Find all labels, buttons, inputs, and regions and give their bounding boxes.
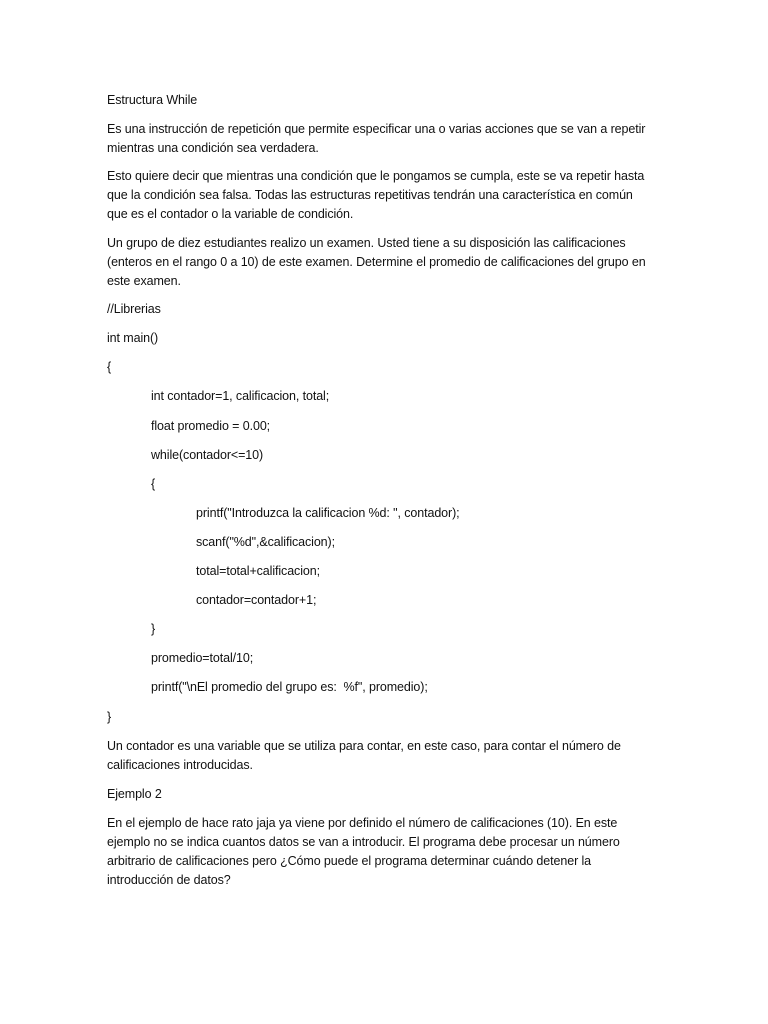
code-line: while(contador<=10) — [151, 448, 264, 462]
paragraph-line: que es el contador o la variable de condición. — [107, 207, 354, 221]
code-line: printf("Introduzca la calificacion %d: ", contador); — [196, 506, 460, 520]
code-line: float promedio = 0.00; — [151, 419, 271, 433]
code-line: scanf("%d",&calificacion); — [196, 535, 335, 549]
paragraph-line: ejemplo no se indica cuantos datos se van a introducir. El programa debe procesar un número — [107, 835, 620, 849]
paragraph-line: este examen. — [107, 274, 181, 288]
code-line: { — [107, 360, 112, 374]
paragraph-line: (enteros en el rango 0 a 10) de este examen. Determine el promedio de calificaciones del grupo en — [107, 255, 646, 269]
code-line: { — [151, 477, 156, 491]
code-line: } — [107, 710, 112, 724]
paragraph-line: introducción de datos? — [107, 873, 231, 887]
section-heading: Ejemplo 2 — [107, 787, 162, 801]
code-comment: //Librerias — [107, 302, 161, 316]
paragraph-line: calificaciones introducidas. — [107, 758, 253, 772]
section-title: Estructura While — [107, 93, 198, 107]
paragraph-line: Es una instrucción de repetición que permite especificar una o varias acciones que se van a repetir — [107, 122, 646, 136]
paragraph-line: mientras una condición sea verdadera. — [107, 141, 319, 155]
code-line: int contador=1, calificacion, total; — [151, 389, 330, 403]
code-line: int main() — [107, 331, 159, 345]
code-line: contador=contador+1; — [196, 593, 317, 607]
paragraph-line: Un grupo de diez estudiantes realizo un examen. Usted tiene a su disposición las calificaciones — [107, 236, 626, 250]
paragraph-line: arbitrario de calificaciones pero ¿Cómo puede el programa determinar cuándo detener la — [107, 854, 592, 868]
paragraph-line: En el ejemplo de hace rato jaja ya viene por definido el número de calificaciones (10). En este — [107, 816, 618, 830]
code-line: total=total+calificacion; — [196, 564, 320, 578]
paragraph-line: que la condición sea falsa. Todas las estructuras repetitivas tendrán una característica en común — [107, 188, 633, 202]
code-line: promedio=total/10; — [151, 651, 254, 665]
paragraph-line: Esto quiere decir que mientras una condición que le pongamos se cumpla, este se va repetir hasta — [107, 169, 645, 183]
paragraph-line: Un contador es una variable que se utiliza para contar, en este caso, para contar el número de — [107, 739, 621, 753]
code-line: } — [151, 622, 156, 636]
code-line: printf("\nEl promedio del grupo es: %f", promedio); — [151, 680, 428, 694]
